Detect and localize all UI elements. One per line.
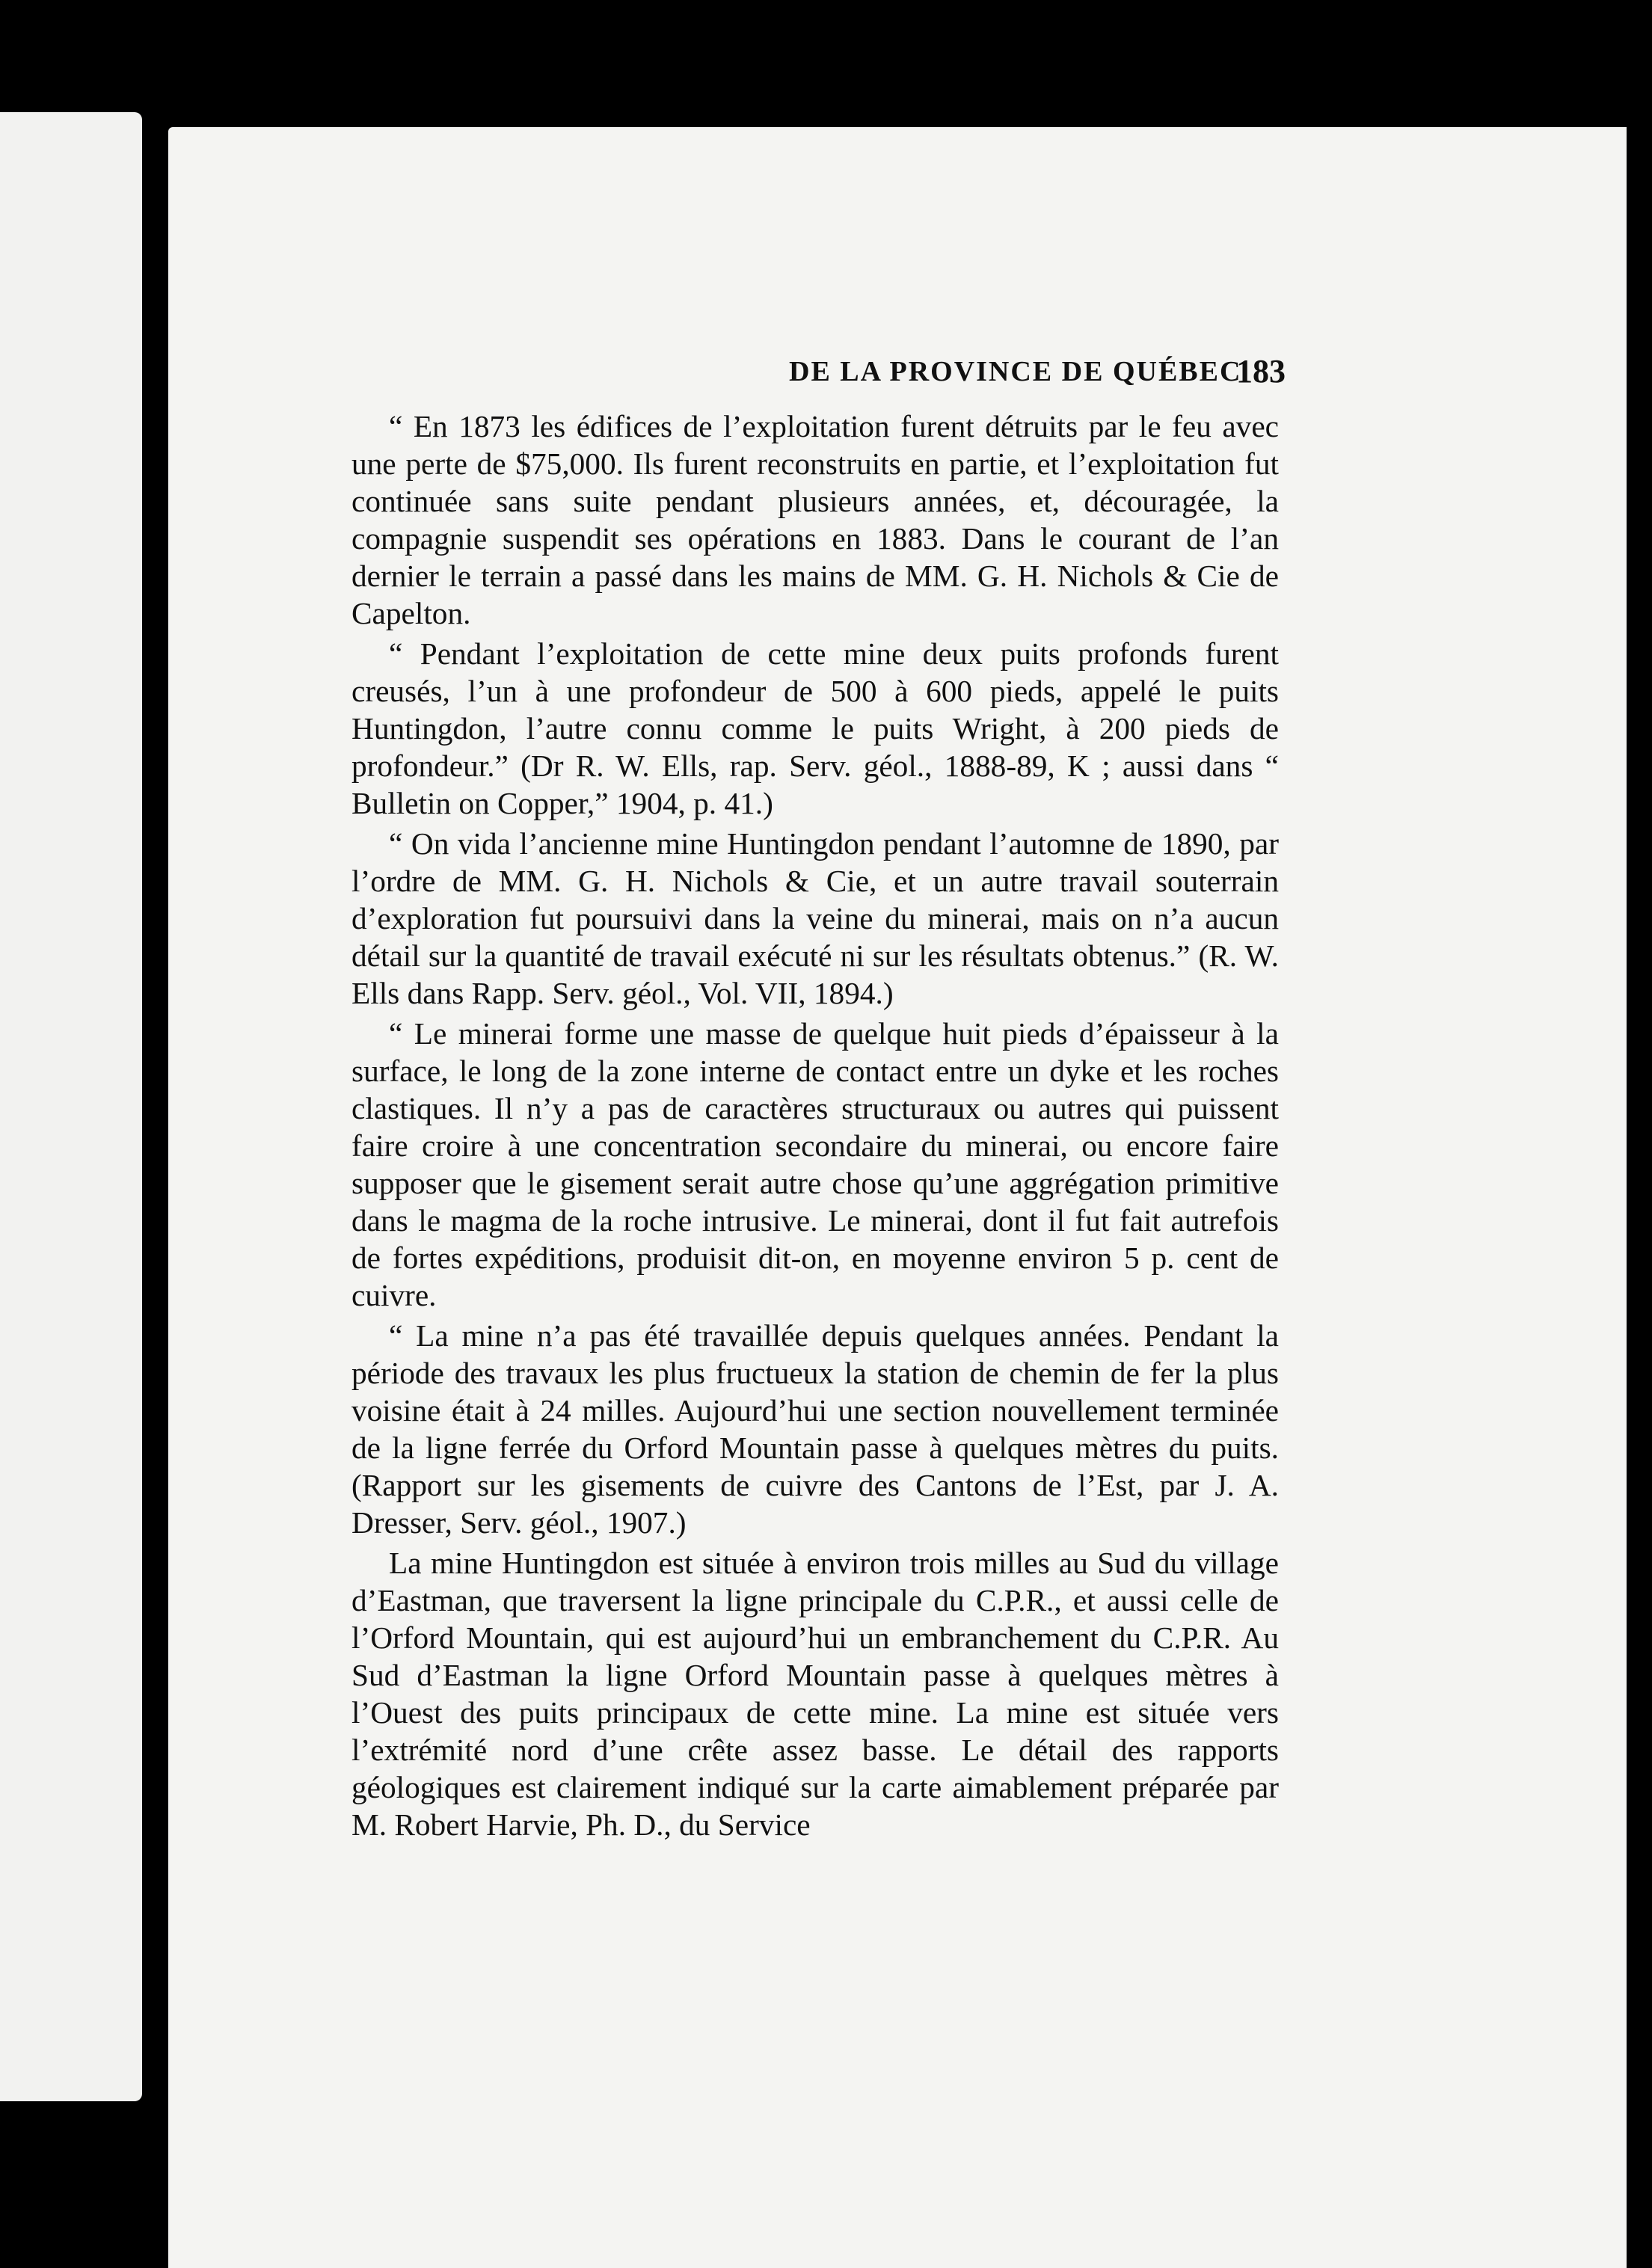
paragraph-6: La mine Huntingdon est située à environ trois milles au Sud du village d’Eastman, que traversent la ligne principale du C.P.R., et aussi celle de l’Orford Mountain, qui est aujourd’hui un embranchement du C.P.R. Au Sud d’Eastman la ligne Orford Mountain passe à quelques mètres à l’Ouest des puits principaux de cette mine. La mine est située vers l’extrémité nord d’une crête assez basse. Le détail des rapports géologiques est clairement indiqué sur la carte aimablement préparée par M. Robert Harvie, Ph. D., du Service bbox=[351, 1546, 1279, 1842]
running-head: DE LA PROVINCE DE QUÉBEC bbox=[789, 356, 1242, 387]
page-number: 183 bbox=[1236, 353, 1286, 390]
paragraph-4: “ Le minerai forme une masse de quelque huit pieds d’épaisseur à la surface, le long de la zone interne de contact entre un dyke et les roches clastiques. Il n’y a pas de caractères structuraux ou autres qui puissent faire croire à une concentration secondaire du minerai, ou encore faire supposer que le gisement serait autre chose qu’une aggrégation primitive dans le magma de la roche intrusive. Le minerai, dont il fut fait autrefois de fortes expéditions, produisit dit-on, en moyenne environ 5 p. cent de cuivre. bbox=[351, 1016, 1279, 1312]
adjacent-page-edge bbox=[0, 112, 142, 2101]
paragraph-5: “ La mine n’a pas été travaillée depuis quelques années. Pendant la période des travaux les plus fructueux la station de chemin de fer la plus voisine était à 24 milles. Aujourd’hui une section nouvellement terminée de la ligne ferrée du Orford Mountain passe à quelques mètres du puits. (Rapport sur les gisements de cuivre des Cantons de l’Est, par J. A. Dresser, Serv. géol., 1907.) bbox=[351, 1318, 1279, 1540]
paragraph-3: “ On vida l’ancienne mine Huntingdon pendant l’automne de 1890, par l’ordre de MM. G. H. Nichols & Cie, et un autre travail souterrain d’exploration fut poursuivi dans la veine du minerai, mais on n’a aucun détail sur la quantité de travail exécuté ni sur les résultats obtenus.” (R. W. Ells dans Rapp. Serv. géol., Vol. VII, 1894.) bbox=[351, 826, 1279, 1010]
paragraph-2: “ Pendant l’exploitation de cette mine deux puits profonds furent creusés, l’un à une profondeur de 500 à 600 pieds, appelé le puits Huntingdon, l’autre connu comme le puits Wright, à 200 pieds de profondeur.” (Dr R. W. Ells, rap. Serv. géol., 1888-89, K ; aussi dans “ Bulletin on Copper,” 1904, p. 41.) bbox=[351, 636, 1279, 820]
page-header bbox=[617, 355, 1286, 400]
body-text bbox=[351, 408, 1279, 1846]
paragraph-1: “ En 1873 les édifices de l’exploitation furent détruits par le feu avec une perte de $75,000. Ils furent reconstruits en partie, et l’exploitation fut continuée sans suite pendant plusieurs années, et, découragée, la compagnie suspendit ses opérations en 1883. Dans le courant de l’an dernier le terrain a passé dans les mains de MM. G. H. Nichols & Cie de Capelton. bbox=[351, 409, 1279, 630]
book-page bbox=[168, 127, 1627, 2268]
